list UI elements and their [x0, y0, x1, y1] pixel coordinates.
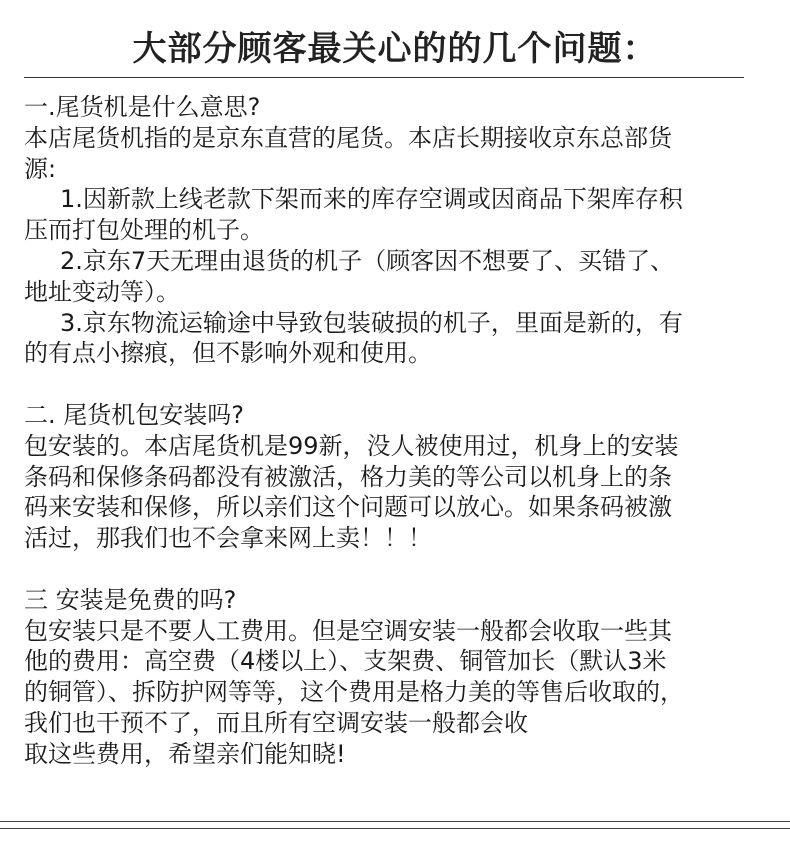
section-spacer	[24, 554, 780, 585]
faq-answer-2-line: 包安装的。本店尾货机是99新，没人被使用过，机身上的安装	[24, 431, 679, 460]
faq-question-1: 一.尾货机是什么意思?	[24, 93, 261, 121]
faq-answer-2-line: 条码和保修条码都没有被激活，格力美的等公司以机身上的条	[24, 462, 672, 491]
faq-answer-2-line: 活过，那我们也不会拿来网上卖！！！	[24, 524, 432, 553]
page-title: 大部分顾客最关心的的几个问题：	[132, 29, 658, 69]
faq-answer-1-item-1: 1.因新款上线老款下架而来的库存空调或因商品下架库存积	[60, 185, 683, 214]
faq-question-3: 三 安装是免费的吗?	[24, 585, 237, 614]
faq-answer-3-line: 我们也干预不了，而且所有空调安装一般都会收	[24, 708, 528, 737]
faq-answer-1-item-1-cont: 压而打包处理的机子。	[24, 216, 264, 245]
faq-answer-1-line: 源:	[24, 154, 57, 183]
faq-content	[24, 92, 780, 770]
faq-answer-3-line: 取这些费用，希望亲们能知晓!	[24, 739, 346, 768]
title-divider	[24, 77, 744, 78]
faq-answer-1-item-2-cont: 地址变动等）。	[24, 277, 180, 306]
faq-answer-1-item-3-cont: 的有点小擦痕，但不影响外观和使用。	[24, 339, 432, 368]
faq-question-2: 二. 尾货机包安装吗?	[24, 400, 244, 429]
faq-answer-3-line: 的铜管）、拆防护网等等，这个费用是格力美的等售后收取的，	[24, 678, 684, 707]
bottom-divider-top	[0, 821, 790, 822]
faq-answer-2-line: 码来安装和保修，所以亲们这个问题可以放心。如果条码被激	[24, 493, 672, 522]
faq-answer-1-item-2: 2.京东7天无理由退货的机子（顾客因不想要了、买错了、	[60, 246, 675, 275]
bottom-divider-bottom	[0, 828, 790, 829]
faq-answer-1-line: 本店尾货机指的是京东直营的尾货。本店长期接收京东总部货	[24, 123, 672, 152]
section-spacer	[24, 369, 780, 400]
faq-answer-3-line: 包安装只是不要人工费用。但是空调安装一般都会收取一些其	[24, 616, 672, 645]
faq-answer-3-line: 他的费用：高空费（4楼以上）、支架费、铜管加长（默认3米	[24, 647, 667, 676]
faq-answer-1-item-3: 3.京东物流运输途中导致包装破损的机子，里面是新的，有	[60, 308, 683, 337]
